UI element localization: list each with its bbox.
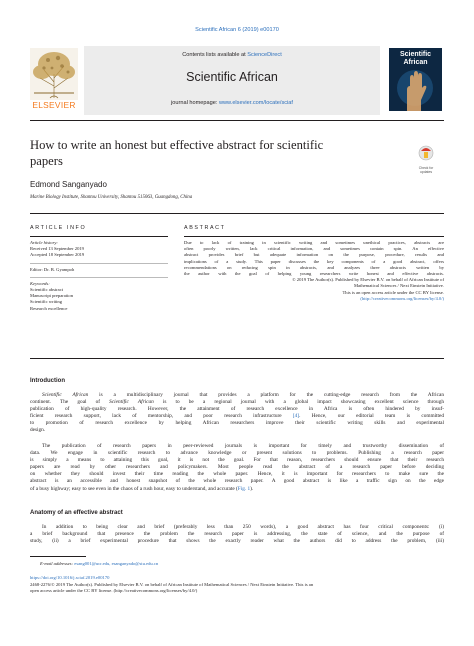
keyword-item: Scientific writing	[30, 299, 63, 305]
author-emails[interactable]: esang001@ucr.edu, esanganyado@stu.edu.cn	[74, 561, 159, 566]
journal-title: Scientific African	[186, 70, 278, 84]
homepage-line: journal homepage: www.elsevier.com/locate/sciaf	[171, 100, 293, 106]
abstract-column	[184, 225, 444, 302]
abstract-heading: ABSTRACT	[184, 225, 226, 231]
elsevier-wordmark: ELSEVIER	[32, 100, 76, 110]
keyword-item: Manuscript preparation	[30, 293, 73, 299]
cover-title-line1: Scientific	[399, 51, 432, 58]
abstract-text: Due to lack of training in scientific writing and sometimes unethical practices, abstracts are often poorly written, lack critical information, and sometimes contain spin. An effective abstract provides brief but adequate information on the purpose, procedure, results and implications of a study. This paper discusses the key components of a good abstract, offers recommendations on reducing spin in abstracts, and analyzes three abstracts written by the author with the goal of helping young researchers write honest and effective abstracts.	[184, 240, 444, 277]
journal-header	[30, 46, 444, 115]
introduction-paragraph-2: The publication of research papers in peer-reviewed journals is important for timely and trustworthy dissemination of data. We engage in scientific research to advance knowledge or present solutions to problems. Publishing a research paper is simply a means to attaining this goal, it is not the goal. For that reason, researchers should ensure that their research papers are read by other researchers and policymakers. Most people read the abstract of a research paper before deciding on whether they should invest their time reading the whole paper. Hence, it is important for researchers to make sure the abstract is an accessible and honest snapshot of the whole research paper. A good abstract is like a traffic sign on the edge of a busy highway; easy to see even in the chaos of a rush hour, easy to understand, and accurate (Fig. 1).	[30, 443, 444, 492]
homepage-link[interactable]: www.elsevier.com/locate/sciaf	[218, 100, 293, 106]
article-editor: Editor: Dr. B. Gyampoh	[30, 266, 75, 272]
check-for-updates-badge[interactable]: Check for updates	[414, 145, 438, 171]
journal-header-center	[84, 46, 380, 115]
cover-title-line2: African	[403, 59, 428, 66]
figure-1-link[interactable]: Fig. 1	[237, 485, 251, 492]
article-info-heading: ARTICLE INFO	[30, 225, 87, 231]
keyword-item: Scientific abstract	[30, 287, 64, 293]
introduction-heading: Introduction	[30, 378, 65, 384]
license-footer: 2468-2276/© 2019 The Author(s). Published by Elsevier B.V. on behalf of African Institute of Mathematical Sciences / Next Einstein Initiative. This is an open access article under the CC BY license. (http://creativecommons.org/licenses/by/4.0/)	[30, 582, 314, 594]
abstract-heading-rule	[184, 236, 444, 237]
footnote-emails: E-mail addresses: esang001@ucr.edu, esanganyado@stu.edu.cn	[40, 561, 159, 566]
header-rule	[30, 120, 444, 121]
sciencedirect-link[interactable]: ScienceDirect	[247, 52, 282, 58]
abstract-bottom-rule	[30, 358, 444, 359]
info-heading-rule	[30, 236, 168, 237]
doi-link[interactable]: https://doi.org/10.1016/j.sciaf.2019.e00170	[30, 575, 110, 580]
check-updates-icon	[414, 145, 438, 161]
author-affiliation: Marine Biology Institute, Shantou University, Shantou 515063, Guangdong, China	[30, 195, 193, 200]
journal-cover	[389, 48, 442, 111]
journal-reference[interactable]: Scientific African 6 (2019) e00170	[195, 27, 279, 33]
anatomy-paragraph: In addition to being clear and brief (preferably less than 250 words), a good abstract has four critical components: (i) a brief background that presence the problem the research paper is addressing, the state of science, and the purpose of study, (ii) a brief experimental procedure that shows the exactly reader what the authors did to address the problem, (iii)	[30, 524, 444, 545]
author-name: Edmond Sanganyado	[30, 180, 107, 189]
cc-license-link[interactable]: (http://creativecommons.org/licenses/by/4.0/)	[360, 295, 444, 301]
citation-link-4[interactable]: [4]	[292, 413, 300, 420]
elsevier-tree-icon	[30, 48, 78, 100]
info-divider-1	[30, 263, 168, 264]
cover-hand-icon	[389, 68, 442, 111]
article-history: Article history: Received 13 September 2019 Accepted 18 September 2019	[30, 240, 85, 258]
introduction-paragraph-1: Scientific African is a multidisciplinary journal that provides a platform for the cutting-edge research from the African continent. The goal of Scientific African is to be a regional journal with a global impact showcasing excellent science through publication of high-quality research. However, the attainment of research excellence in Africa is often hindered by insuf- ficient research support, lack of mentorship, and poor research infrastructure [4]. Hence, our editorial team is committed to promotion of research excellence by helping African researchers improve their scientific writing skills and experimental design.	[30, 392, 445, 434]
anatomy-heading: Anatomy of an effective abstract	[30, 510, 123, 516]
keyword-item: Research excellence	[30, 305, 68, 311]
article-title: How to write an honest but effective abstract for scientific papers	[30, 138, 324, 168]
footnote-rule	[30, 556, 86, 557]
elsevier-logo	[30, 48, 78, 110]
info-top-rule	[30, 213, 444, 214]
info-divider-2	[30, 277, 168, 278]
article-info-column	[30, 225, 170, 312]
keywords: Keywords: Scientific abstract Manuscript preparation Scientific writing Research excellence	[30, 281, 170, 312]
contents-line: Contents lists available at ScienceDirect	[182, 52, 282, 58]
abstract-copyright: © 2019 The Author(s). Published by Elsevier B.V. on behalf of African Institute of Mathematical Sciences / Next Einstein Initiative. This is an open access article under the CC BY license. (http://creativecommons.org/licenses/by/4.0/)	[184, 277, 444, 302]
